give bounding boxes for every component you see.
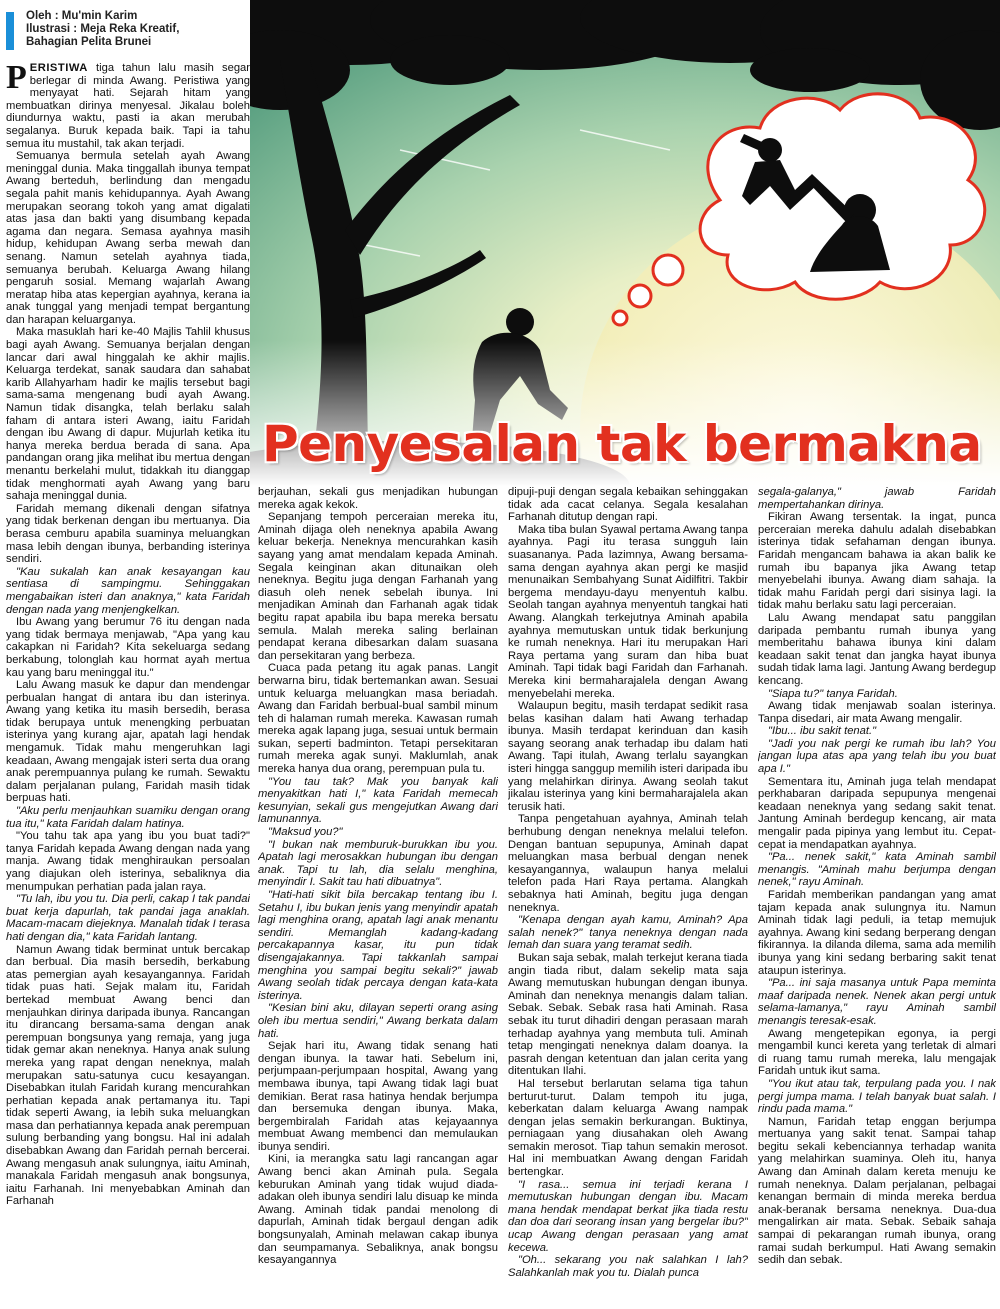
- quote-paragraph: "You ikut atau tak, terpulang pada you. I nak pergi jumpa mama. I telah banyak buat salah. I rindu pada mama.": [758, 1077, 996, 1116]
- article-headline: Penyesalan tak bermakna: [262, 415, 982, 473]
- paragraph: Lalu Awang mendapat satu panggilan daripada pembantu rumah ibunya yang memberitahu bahawa ibunya kini dalam keadaan sakit tenat dan jangka hayat ibunya sudah tidak lama lagi. Jantung Awang berdegup kencang.: [758, 611, 996, 687]
- paragraph: Lalu Awang masuk ke dapur dan mendengar perbualan hangat di antara ibu dan isterinya. Awang yang ketika itu masih bersedih, berasa tidak berupaya untuk menengking perbuatan isterinya yang kurang ajar, apatah lagi hendak mengamuk. Tidak mahu mengeruhkan lagi keadaan, Awang mengajak isteri serta dua orang anak perempuannya pulang ke rumah. Sewaktu dalam perjalanan pulang, Faridah masih tidak berpuas hati.: [6, 679, 250, 805]
- quote-paragraph: "Ibu... ibu sakit tenat.": [768, 725, 877, 738]
- quote-paragraph: "Pa... nenek sakit," kata Aminah sambil menangis. "Aminah mahu berjumpa dengan nenek," rayu Aminah.: [758, 851, 996, 889]
- byline: [6, 10, 256, 54]
- paragraph: Sepanjang tempoh perceraian mereka itu, Aminah dijaga oleh neneknya apabila Awang keluar bekerja. Neneknya mencurahkan kasih sayang yang amat mendalam kepada Aminah. Segala keinginan akan ditunaikan oleh neneknya. Begitu juga dengan Farhanah yang diasuh oleh nenek sebelah ibunya. Ini menjadikan Aminah dan Farhanah agak tidak begitu rapat apabila ibu bapa mereka bersatu semula. Malah mereka saling berlainan pendapat kerana dibesarkan dalam suasana dan persekitaran yang berbeza.: [258, 511, 498, 662]
- quote-paragraph: "Kesian bini aku, dilayan seperti orang asing oleh ibu mertua sendiri," Awang berkata dalam hati.: [258, 1002, 498, 1040]
- article-column-1: [6, 62, 250, 1307]
- quote-paragraph: "Siapa tu?" tanya Faridah.: [768, 687, 898, 700]
- byline-author: Oleh : Mu'min Karim: [26, 10, 138, 22]
- paragraph: Semuanya bermula setelah ayah Awang meninggal dunia. Maka tinggallah ibunya tempat Awang berteduh, berlindung dan mengadu segala pahit manis kehidupannya. Ayah Awang merupakan seorang tokoh yang amat digalati atas jasa dan bakti yang disumbang kepada agama dan negara. Semasa ayahnya masih hidup, kehidupan Awang serba mewah dan senang. Namun setelah ayahnya tiada, semuanya berubah. Keluarga Awang hilang pengaruh sosial. Memang wajarlah Awang meratap hiba atas kepergian ayahnya, kerana ia anak tunggal yang menjadi tempat bergantung dan harapan keluarganya.: [6, 150, 250, 326]
- illustration-fade: [250, 0, 1000, 486]
- paragraph: Namun, Faridah tetap enggan berjumpa mertuanya yang sakit tenat. Sampai tahap begitu sekali kebenciannya terhadap wanita yang melahirkan suaminya. Oleh itu, hanya Awang dan Aminah dalam kereta menuju ke rumah neneknya. Dalam perjalanan, pelbagai kenangan bermain di minda mereka berdua anak-beranak bersama neneknya. Dua-dua mengalirkan air mata. Sebak. Sebaik sahaja sampai di pekarangan rumah ibunya, orang ramai sudah berkumpul. Hati Awang semakin sedih dan sebak.: [758, 1115, 996, 1267]
- quote-paragraph: "Aku perlu menjauhkan suamiku dengan orang tua itu," kata Faridah dalam hatinya.: [6, 805, 250, 830]
- paragraph: Faridah memang dikenali dengan sifatnya yang tidak berkenan dengan ibu mertuanya. Dia berasa cemburu apabila suaminya meluangkan masa lebih dengan ibunya, berbanding isterinya sendiri.: [6, 502, 250, 566]
- paragraph: Cuaca pada petang itu agak panas. Langit berwarna biru, tidak bertemankan awan. Sesuai untuk keluarga meluangkan masa beriadah. Awang dan Faridah berbual-bual sambil minum teh di halaman rumah mereka. Kawasan rumah mereka agak lapang juga, sesuai untuk bermain sukan, seperti badminton. Tetapi persekitaran rumah mereka agak sunyi. Maklumlah, anak mereka hanya dua orang, perempuan pula tu.: [258, 662, 498, 776]
- quote-paragraph: "I rasa... semua ini terjadi kerana I memutuskan hubungan dengan ibu. Macam mana hendak mendapat berkat jika tiada restu dan doa dari seorang insan yang bergelar ibu?" ucap Awang dengan perasaan yang amat kecewa.: [508, 1178, 748, 1254]
- quote-paragraph: "Kenapa dengan ayah kamu, Aminah? Apa salah nenek?" tanya neneknya dengan nada lemah dan suara yang teramat sedih.: [508, 914, 748, 952]
- quote-paragraph: "Oh... sekarang you nak salahkan I lah? Salahkanlah mak you tu. Dialah punca: [508, 1254, 748, 1279]
- article-column-3: [508, 486, 748, 1307]
- paragraph: berjauhan, sekali gus menjadikan hubungan mereka agak kekok.: [258, 486, 498, 511]
- paragraph: Maka tiba bulan Syawal pertama Awang tanpa ayahnya. Pagi itu terasa sungguh lain suasananya. Pada lazimnya, Awang bersama-sama dengan ayahnya akan pergi ke masjid menunaikan Sembahyang Sunat Aidilfitri. Takbir bergema mendayu-dayu menyentuh kalbu. Seolah tangan ayahnya menyentuh tangkai hati Awang. Alangkah terkejutnya Aminah apabila ayahnya memutuskan untuk tidak berkunjung ke rumah neneknya. Hari itu merupakan Hari Raya pertama yang suram dan hiba buat Aminah. Tapi tidak bagi Faridah dan Farhanah. Mereka kini bermaharajalela dengan Awang menyebelahi mereka.: [508, 523, 748, 700]
- paragraph: Awang tidak menjawab soalan isterinya. Tanpa disedari, air mata Awang mengalir.: [758, 700, 996, 725]
- opening-text: tiga tahun lalu masih segar berlegar di minda Awang. Peristiwa yang menyayat hati. Sejarah hitam yang membuatkan dirinya menyesal. Jikalau boleh diundurnya waktu, pasti ia akan merubah segalanya. Buruk kepada baik. Tapi ia tahu semua itu mustahil, tak akan terjadi.: [6, 62, 250, 150]
- quote-paragraph: "Tu lah, ibu you tu. Dia perli, cakap I tak pandai buat kerja dapurlah, tak pandai jaga anaklah. Macam-macam diejeknya. Manalah tidak I terasa hati dengan dia," kata Faridah lantang.: [6, 893, 250, 943]
- paragraph: Faridah memberikan pandangan yang amat tajam kepada anak sulungnya itu. Namun Aminah tidak lagi peduli, ia tetap memujuk ayahnya. Awang kini sedang berperang dengan fikirannya. Ia dilanda dilema, sama ada memilih ibunya yang kini sedang berbaring sakit tenat ataupun isterinya.: [758, 889, 996, 977]
- quote-paragraph: "Maksud you?": [268, 826, 343, 839]
- quote-paragraph: "You tau tak? Mak you banyak kali menyakitkan hati I," kata Faridah memecah kesunyian, sekali gus mengejutkan Awang dari lamunannya.: [258, 775, 498, 826]
- paragraph: Sementara itu, Aminah juga telah mendapat perkhabaran daripada sepupunya mengenai keadaan neneknya yang sedang sakit tenat. Jantung Aminah berdegup kencang, air mata mengalir pada pipinya yang lembut itu. Cepat-cepat ia mendapatkan ayahnya.: [758, 775, 996, 851]
- quote-paragraph: "Kau sukalah kan anak kesayangan kau sentiasa di sampingmu. Sehinggakan mengabaikan isteri dan anaknya," kata Faridah dengan nada yang menjengkelkan.: [6, 565, 250, 616]
- paragraph: Tanpa pengetahuan ayahnya, Aminah telah berhubung dengan neneknya melalui telefon. Dengan bantuan sepupunya, Aminah dapat meluangkan masa berbual dengan nenek kesayangannya, walaupun hanya melalui telefon pada Hari Raya pertama. Alangkah sebaknya hati Aminah, begitu juga dengan neneknya.: [508, 813, 748, 914]
- paragraph: Namun Awang tidak berminat untuk bercakap dan berbual. Dia masih bersedih, berkabung atas pemergian ayah kesayangannya. Faridah tidak puas hati. Sejak malam itu, Faridah bertekad membuat Awang benci dan menjauhkan dirinya daripada ibunya. Rancangan itu dirancang bersama-sama dengan anak perempuan bongsunya yang remaja, yang juga tidak gemar akan neneknya. Hanya anak sulung mereka yang rapat dengan neneknya, malah merupakan satu-satunya cucu kesayangan. Disebabkan itulah Faridah kurang mencurahkan perhatian kepada anak pertamanya itu. Tapi tidak seperti Awang, ia lebih suka meluangkan masa dan perhatiannya kepada anak perempuan sulung berbanding yang bongsu. Hal ini adalah disebabkan Awang dan Faridah pernah bercerai. Awang mengasuh anak sulungnya, iaitu Aminah, manakala Faridah mengasuh anak bongsunya, iaitu Farhanah. Ini menyebabkan Aminah dan Farhanah: [6, 943, 250, 1208]
- paragraph: Ibu Awang yang berumur 76 itu dengan nada yang tidak bermaya menjawab, "Apa yang kau cakapkan ni Faridah? Kita sekeluarga sedang berkabung, tolonglah kau hormat ayah mertua kau yang baru meninggal itu.": [6, 616, 250, 679]
- paragraph: Bukan saja sebak, malah terkejut kerana tiada angin tiada ribut, dalam sekelip mata saja Awang memutuskan hubungan dengan ibunya. Aminah dan neneknya menangis dalam talian. Sebak. Sebak. Sebak rasa hati Aminah. Rasa sebak itu turut dihadiri dengan perasaan marah terhadap ayahnya yang membuta tuli. Aminah tetap mengingati neneknya dalam doanya. Ia pasrah dengan ketentuan dan jalan cerita yang ditentukan Ilahi.: [508, 951, 748, 1078]
- paragraph: Awang mengetepikan egonya, ia pergi mengambil kunci kereta yang terletak di almari di ruang tamu rumah mereka, lalu mengajak Faridah untuk ikut sama.: [758, 1027, 996, 1078]
- byline-illustration: Ilustrasi : Meja Reka Kreatif,: [26, 23, 180, 35]
- quote-paragraph: segala-galanya," jawab Faridah mempertahankan dirinya.: [758, 486, 996, 511]
- paragraph: dipuji-puji dengan segala kebaikan sehinggakan tidak ada cacat celanya. Segala kesalahan Farhanah ditutup dengan rapi.: [508, 486, 748, 524]
- opening-paragraph: [6, 62, 250, 150]
- paragraph: Walaupun begitu, masih terdapat sedikit rasa belas kasihan dalam hati Awang terhadap ibunya. Masih terdapat kerinduan dan kasih sayang seorang anak terhadap ibu dalam hati Awang. Tapi itulah, Awang terlalu sayangkan isteri hingga sanggup memilih isteri daripada ibu yang melahirkan dirinya. Awang seolah takut jikalau isterinya yang kini bermaharajalela akan terusik hati.: [508, 700, 748, 813]
- story-illustration: [250, 0, 1000, 486]
- paragraph: Hal tersebut berlarutan selama tiga tahun berturut-turut. Dalam tempoh itu juga, keberkatan dalam keluarga Awang nampak dengan jelas semakin berkurangan. Buktinya, perniagaan yang diusahakan oleh Awang semakin merosot. Tiap tahun semakin merosot. Hal ini membuatkan Awang dengan Faridah bertengkar.: [508, 1077, 748, 1179]
- quote-paragraph: "Jadi you nak pergi ke rumah ibu lah? You jangan lupa atas apa yang telah ibu you buat apa I.": [758, 737, 996, 776]
- byline-department: Bahagian Pelita Brunei: [26, 36, 152, 48]
- article-column-2: [258, 486, 498, 1307]
- article-column-4: [758, 486, 996, 1307]
- drop-cap: P: [6, 62, 27, 96]
- paragraph: Sejak hari itu, Awang tidak senang hati dengan ibunya. Ia tawar hati. Sebelum ini, perjumpaan-perjumpaan hospital, Awang yang membawa ibunya, tapi Awang tidak lagi buat demikian. Berat rasa hatinya hendak berjumpa dan bersemuka dengan ibunya. Maka, bergembiralah Faridah atas kejayaannya membuat Awang membenci dan memulaukan ibunya sendiri.: [258, 1040, 498, 1153]
- lead-word: ERISTIWA: [29, 62, 88, 74]
- byline-accent-bar: [6, 12, 14, 50]
- illustration-scene: [250, 0, 1000, 486]
- paragraph: Kini, ia merangka satu lagi rancangan agar Awang benci akan Aminah pula. Segala keburukan Aminah yang tidak wujud diada-adakan oleh ibunya sendiri lalu disuap ke minda Awang. Aminah tidak pandai menolong di dapurlah, Aminah tidak bergaul dengan adik bongsunyalah, Aminah melawan cakap ibunya dan seumpamanya. Sebaliknya, anak bongsu kesayangannya: [258, 1153, 498, 1267]
- quote-paragraph: "I bukan nak memburuk-burukkan ibu you. Apatah lagi merosakkan hubungan ibu dengan anak. Tapi tu lah, dia selalu menghina, menyindir I. Sakit tau hati dibuatnya".: [258, 838, 498, 889]
- quote-paragraph: "Hati-hati sikit bila bercakap tentang ibu I. Setahu I, ibu bukan jenis yang menyindir apatah lagi menghina orang, apatah lagi anak menantu sendiri. Memanglah kadang-kadang percakapannya kasar, itu pun tidak disengajakannya. Tapi takkanlah sampai menghina you sampai begitu sekali?" jawab Awang seolah tidak percaya dengan kata-kata isterinya.: [258, 889, 498, 1002]
- quote-paragraph: "Pa... ini saja masanya untuk Papa meminta maaf daripada nenek. Nenek akan pergi untuk selama-lamanya," rayu Aminah sambil menangis teresak-esak.: [758, 977, 996, 1027]
- paragraph: "You tahu tak apa yang ibu you buat tadi?" tanya Faridah kepada Awang dengan nada yang manja. Awang tidak menghiraukan persoalan yang diajukan oleh isterinya, sebaliknya dia menumpukan perhatian pada jalan raya.: [6, 830, 250, 893]
- paragraph: Fikiran Awang tersentak. Ia ingat, punca perceraian mereka dahulu adalah disebabkan isterinya tidak sefahaman dengan ibunya. Faridah mengancam bahawa ia akan balik ke rumah ibu bapanya jika Awang tetap menyebelahi ibunya. Awang diam sahaja. Ia tidak mahu Faridah pergi dari sisinya lagi. Ia tidak mahu berlaku satu lagi perceraian.: [758, 511, 996, 612]
- paragraph: Maka masuklah hari ke-40 Majlis Tahlil khusus bagi ayah Awang. Semuanya berjalan dengan lancar dari awal hinggalah ke akhir majlis. Keluarga terdekat, sanak saudara dan sahabat karib Allahyarham hadir ke majlis tersebut bagi sama-sama mengenang budi ayah Awang. Namun tidak disangka, telah berlaku salah faham di antara isteri Awang, iaitu Faridah dengan ibu Awang di dapur. Mujurlah ketika itu hanya mereka berdua berada di sana. Apa pandangan orang jika melihat ibu mertua dengan menantu berkelahi mulut, tidakkah itu dianggap tidak menghormati ayah Awang yang baru sahaja meninggal dunia.: [6, 326, 250, 503]
- byline-lines: [26, 10, 179, 49]
